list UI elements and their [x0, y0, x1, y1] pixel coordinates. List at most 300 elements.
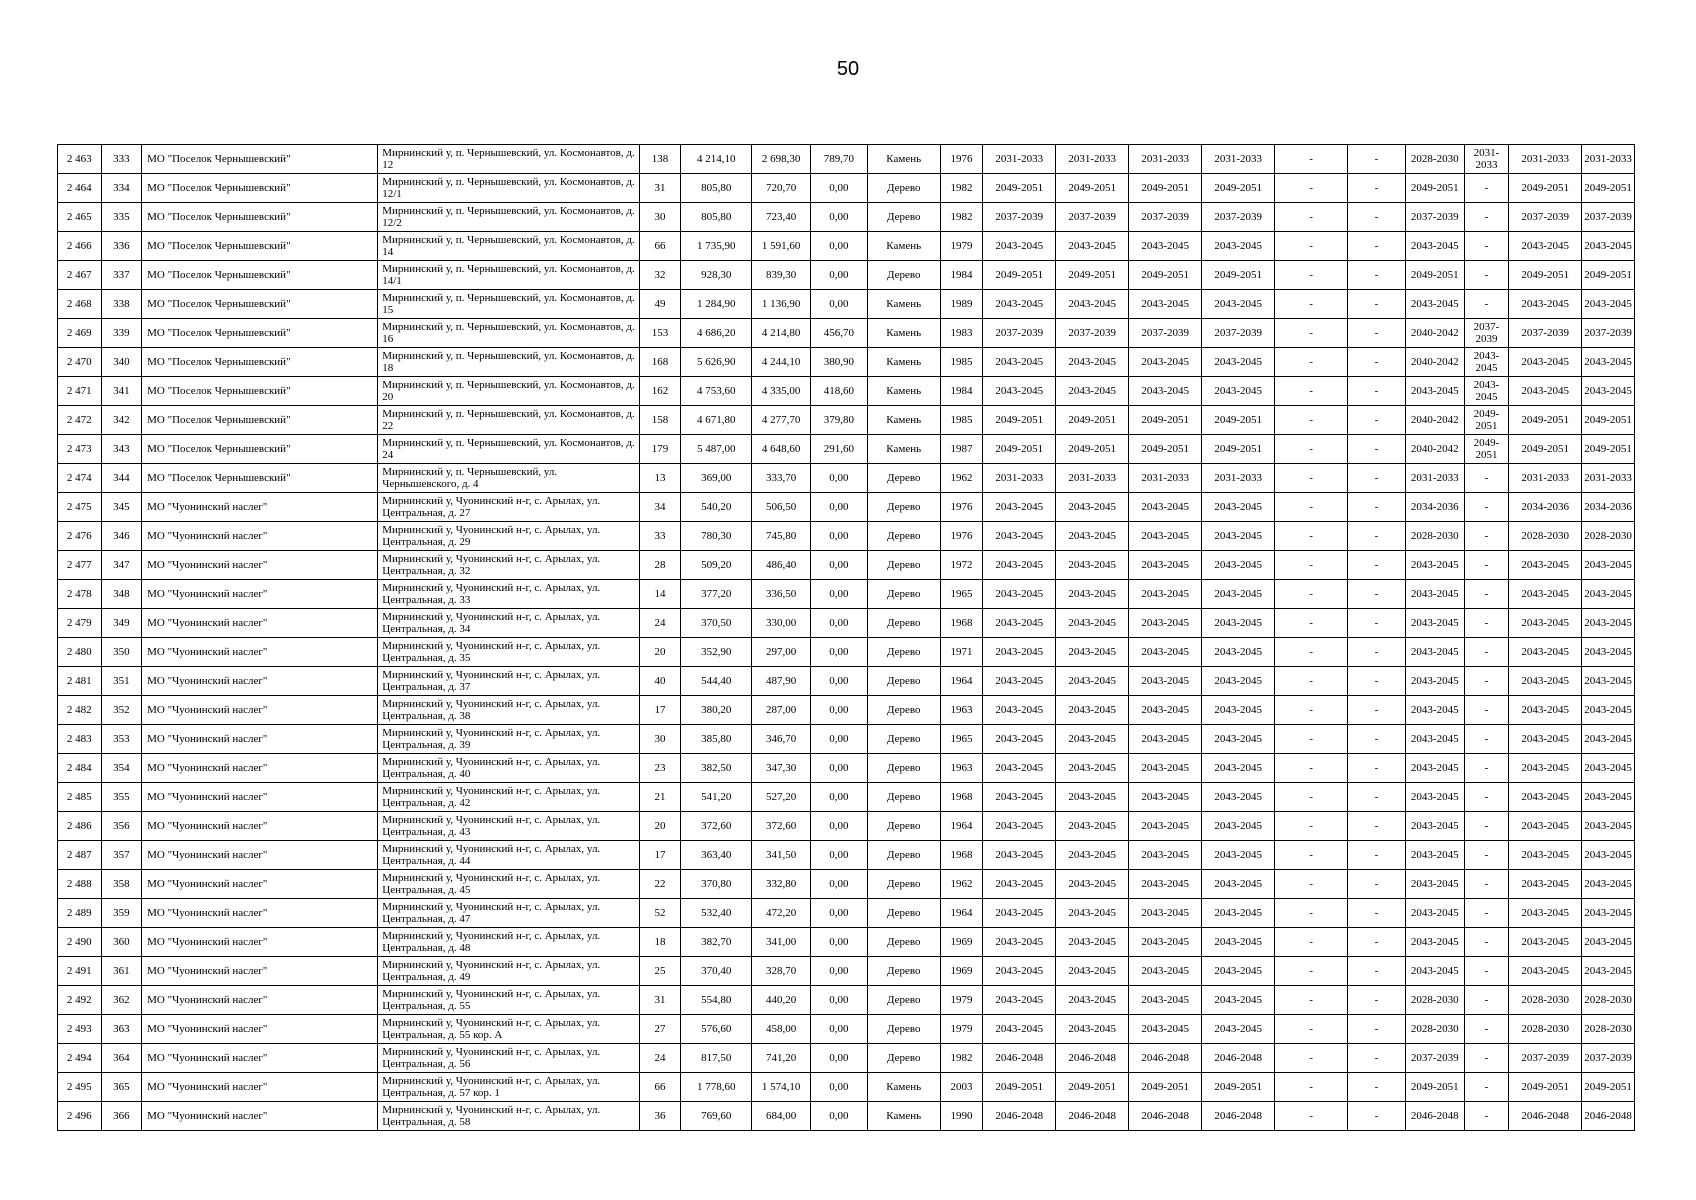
cell-period-2: 2043-2045: [1056, 377, 1129, 406]
cell-municipality: МО "Чуонинский наслег": [142, 493, 378, 522]
cell-nonliving-area: 0,00: [810, 957, 867, 986]
cell-row-index: 339: [101, 319, 142, 348]
cell-period-3: 2049-2051: [1129, 435, 1202, 464]
cell-municipality: МО "Чуонинский наслег": [142, 899, 378, 928]
table-row: [58, 928, 1635, 957]
cell-period-7: 2040-2042: [1405, 435, 1464, 464]
cell-period-9: 2043-2045: [1509, 638, 1582, 667]
cell-period-5: -: [1275, 928, 1348, 957]
cell-period-10: 2043-2045: [1582, 638, 1635, 667]
table-row: [58, 638, 1635, 667]
cell-total-index: 2 477: [58, 551, 102, 580]
cell-period-5: -: [1275, 783, 1348, 812]
cell-period-10: 2043-2045: [1582, 696, 1635, 725]
cell-wall-material: Дерево: [867, 609, 940, 638]
cell-total-index: 2 463: [58, 145, 102, 174]
cell-period-9: 2034-2036: [1509, 493, 1582, 522]
cell-period-3: 2043-2045: [1129, 928, 1202, 957]
table-row: [58, 290, 1635, 319]
cell-year-built: 1990: [940, 1102, 983, 1131]
cell-period-3: 2043-2045: [1129, 377, 1202, 406]
cell-residents: 24: [639, 1044, 681, 1073]
cell-period-4: 2049-2051: [1202, 261, 1275, 290]
cell-period-6: -: [1348, 464, 1406, 493]
cell-residents: 18: [639, 928, 681, 957]
cell-period-7: 2028-2030: [1405, 986, 1464, 1015]
cell-row-index: 358: [101, 870, 142, 899]
cell-year-built: 1984: [940, 377, 983, 406]
cell-nonliving-area: 0,00: [810, 290, 867, 319]
cell-year-built: 1987: [940, 435, 983, 464]
cell-period-9: 2028-2030: [1509, 522, 1582, 551]
cell-period-1: 2043-2045: [983, 841, 1056, 870]
cell-period-4: 2043-2045: [1202, 609, 1275, 638]
cell-period-4: 2043-2045: [1202, 957, 1275, 986]
cell-living-area: 458,00: [752, 1015, 811, 1044]
cell-period-2: 2043-2045: [1056, 899, 1129, 928]
cell-period-4: 2043-2045: [1202, 348, 1275, 377]
cell-year-built: 1971: [940, 638, 983, 667]
cell-total-area: 370,40: [681, 957, 752, 986]
cell-address: Мирнинский у, Чуонинский н-г, с. Арылах, ул. Центральная, д. 27: [378, 493, 639, 522]
cell-address: Мирнинский у, Чуонинский н-г, с. Арылах, ул. Центральная, д. 34: [378, 609, 639, 638]
cell-total-index: 2 472: [58, 406, 102, 435]
cell-year-built: 1968: [940, 841, 983, 870]
cell-wall-material: Дерево: [867, 667, 940, 696]
cell-period-6: -: [1348, 174, 1406, 203]
cell-period-8: -: [1464, 1102, 1509, 1131]
cell-total-index: 2 488: [58, 870, 102, 899]
cell-period-4: 2043-2045: [1202, 377, 1275, 406]
cell-total-area: 780,30: [681, 522, 752, 551]
cell-period-4: 2049-2051: [1202, 174, 1275, 203]
cell-total-index: 2 486: [58, 812, 102, 841]
cell-period-10: 2043-2045: [1582, 957, 1635, 986]
cell-period-3: 2043-2045: [1129, 783, 1202, 812]
cell-address: Мирнинский у, Чуонинский н-г, с. Арылах, ул. Центральная, д. 40: [378, 754, 639, 783]
cell-period-2: 2046-2048: [1056, 1044, 1129, 1073]
cell-period-4: 2049-2051: [1202, 435, 1275, 464]
cell-period-8: -: [1464, 783, 1509, 812]
cell-total-area: 5 487,00: [681, 435, 752, 464]
cell-period-6: -: [1348, 493, 1406, 522]
cell-year-built: 1962: [940, 464, 983, 493]
cell-period-3: 2043-2045: [1129, 754, 1202, 783]
cell-total-index: 2 466: [58, 232, 102, 261]
cell-period-3: 2043-2045: [1129, 609, 1202, 638]
cell-period-10: 2043-2045: [1582, 725, 1635, 754]
cell-address: Мирнинский у, Чуонинский н-г, с. Арылах, ул. Центральная, д. 42: [378, 783, 639, 812]
cell-period-9: 2043-2045: [1509, 348, 1582, 377]
cell-period-4: 2049-2051: [1202, 1073, 1275, 1102]
cell-residents: 31: [639, 174, 681, 203]
cell-row-index: 340: [101, 348, 142, 377]
cell-year-built: 1964: [940, 899, 983, 928]
cell-living-area: 745,80: [752, 522, 811, 551]
cell-period-7: 2043-2045: [1405, 667, 1464, 696]
cell-wall-material: Камень: [867, 232, 940, 261]
cell-living-area: 287,00: [752, 696, 811, 725]
cell-period-6: -: [1348, 406, 1406, 435]
cell-residents: 20: [639, 638, 681, 667]
cell-period-4: 2043-2045: [1202, 696, 1275, 725]
cell-living-area: 336,50: [752, 580, 811, 609]
cell-period-10: 2043-2045: [1582, 667, 1635, 696]
cell-period-2: 2043-2045: [1056, 522, 1129, 551]
cell-period-2: 2049-2051: [1056, 435, 1129, 464]
table-row: [58, 841, 1635, 870]
cell-period-2: 2043-2045: [1056, 580, 1129, 609]
cell-period-10: 2046-2048: [1582, 1102, 1635, 1131]
cell-total-area: 541,20: [681, 783, 752, 812]
cell-residents: 153: [639, 319, 681, 348]
cell-nonliving-area: 0,00: [810, 667, 867, 696]
cell-period-3: 2043-2045: [1129, 551, 1202, 580]
cell-period-3: 2043-2045: [1129, 580, 1202, 609]
cell-period-4: 2043-2045: [1202, 986, 1275, 1015]
cell-period-8: -: [1464, 899, 1509, 928]
cell-municipality: МО "Поселок Чернышевский": [142, 377, 378, 406]
cell-total-area: 352,90: [681, 638, 752, 667]
cell-living-area: 330,00: [752, 609, 811, 638]
cell-period-5: -: [1275, 1073, 1348, 1102]
table-row: [58, 1102, 1635, 1131]
cell-living-area: 1 574,10: [752, 1073, 811, 1102]
cell-period-7: 2043-2045: [1405, 232, 1464, 261]
cell-year-built: 1962: [940, 870, 983, 899]
cell-living-area: 1 591,60: [752, 232, 811, 261]
cell-total-area: 382,70: [681, 928, 752, 957]
cell-wall-material: Дерево: [867, 725, 940, 754]
cell-period-6: -: [1348, 783, 1406, 812]
cell-period-8: -: [1464, 203, 1509, 232]
cell-period-5: -: [1275, 232, 1348, 261]
cell-period-6: -: [1348, 145, 1406, 174]
cell-period-6: -: [1348, 1015, 1406, 1044]
cell-living-area: 341,50: [752, 841, 811, 870]
cell-year-built: 1972: [940, 551, 983, 580]
cell-period-7: 2043-2045: [1405, 580, 1464, 609]
cell-total-index: 2 487: [58, 841, 102, 870]
cell-wall-material: Дерево: [867, 580, 940, 609]
cell-period-1: 2049-2051: [983, 1073, 1056, 1102]
cell-period-9: 2031-2033: [1509, 464, 1582, 493]
cell-year-built: 1989: [940, 290, 983, 319]
cell-municipality: МО "Поселок Чернышевский": [142, 203, 378, 232]
cell-period-1: 2043-2045: [983, 638, 1056, 667]
cell-nonliving-area: 0,00: [810, 551, 867, 580]
cell-period-10: 2043-2045: [1582, 348, 1635, 377]
cell-period-7: 2043-2045: [1405, 609, 1464, 638]
cell-municipality: МО "Чуонинский наслег": [142, 1044, 378, 1073]
cell-period-9: 2043-2045: [1509, 928, 1582, 957]
cell-row-index: 351: [101, 667, 142, 696]
cell-address: Мирнинский у, п. Чернышевский, ул. Космонавтов, д. 15: [378, 290, 639, 319]
cell-period-8: 2031-2033: [1464, 145, 1509, 174]
cell-row-index: 334: [101, 174, 142, 203]
cell-nonliving-area: 0,00: [810, 1015, 867, 1044]
cell-year-built: 1982: [940, 203, 983, 232]
cell-municipality: МО "Чуонинский наслег": [142, 841, 378, 870]
cell-period-2: 2043-2045: [1056, 870, 1129, 899]
cell-address: Мирнинский у, п. Чернышевский, ул. Космонавтов, д. 24: [378, 435, 639, 464]
cell-wall-material: Дерево: [867, 986, 940, 1015]
cell-period-2: 2043-2045: [1056, 638, 1129, 667]
cell-period-3: 2043-2045: [1129, 870, 1202, 899]
cell-period-5: -: [1275, 899, 1348, 928]
cell-period-7: 2043-2045: [1405, 841, 1464, 870]
cell-address: Мирнинский у, Чуонинский н-г, с. Арылах, ул. Центральная, д. 58: [378, 1102, 639, 1131]
cell-year-built: 1964: [940, 667, 983, 696]
cell-period-7: 2037-2039: [1405, 203, 1464, 232]
cell-period-7: 2043-2045: [1405, 783, 1464, 812]
cell-wall-material: Камень: [867, 377, 940, 406]
cell-period-7: 2037-2039: [1405, 1044, 1464, 1073]
cell-nonliving-area: 0,00: [810, 725, 867, 754]
cell-period-4: 2043-2045: [1202, 725, 1275, 754]
cell-living-area: 4 244,10: [752, 348, 811, 377]
cell-period-7: 2034-2036: [1405, 493, 1464, 522]
table-row: [58, 319, 1635, 348]
cell-residents: 14: [639, 580, 681, 609]
cell-living-area: 297,00: [752, 638, 811, 667]
cell-period-10: 2028-2030: [1582, 522, 1635, 551]
cell-wall-material: Дерево: [867, 522, 940, 551]
cell-period-3: 2049-2051: [1129, 406, 1202, 435]
cell-period-1: 2043-2045: [983, 1015, 1056, 1044]
cell-period-9: 2037-2039: [1509, 319, 1582, 348]
cell-nonliving-area: 0,00: [810, 1044, 867, 1073]
cell-period-2: 2049-2051: [1056, 174, 1129, 203]
cell-total-area: 554,80: [681, 986, 752, 1015]
cell-period-2: 2037-2039: [1056, 203, 1129, 232]
cell-period-8: -: [1464, 725, 1509, 754]
cell-period-2: 2031-2033: [1056, 145, 1129, 174]
cell-period-6: -: [1348, 986, 1406, 1015]
cell-period-5: -: [1275, 203, 1348, 232]
cell-period-2: 2043-2045: [1056, 783, 1129, 812]
cell-period-10: 2043-2045: [1582, 928, 1635, 957]
cell-period-10: 2037-2039: [1582, 319, 1635, 348]
cell-period-3: 2037-2039: [1129, 319, 1202, 348]
cell-total-area: 372,60: [681, 812, 752, 841]
cell-living-area: 341,00: [752, 928, 811, 957]
cell-nonliving-area: 380,90: [810, 348, 867, 377]
cell-row-index: 363: [101, 1015, 142, 1044]
cell-period-6: -: [1348, 1102, 1406, 1131]
cell-period-1: 2049-2051: [983, 174, 1056, 203]
cell-residents: 33: [639, 522, 681, 551]
cell-period-5: -: [1275, 667, 1348, 696]
cell-period-8: -: [1464, 1044, 1509, 1073]
cell-residents: 179: [639, 435, 681, 464]
cell-total-area: 369,00: [681, 464, 752, 493]
cell-wall-material: Дерево: [867, 870, 940, 899]
cell-period-8: -: [1464, 754, 1509, 783]
cell-wall-material: Дерево: [867, 1044, 940, 1073]
cell-period-1: 2049-2051: [983, 261, 1056, 290]
cell-period-8: -: [1464, 174, 1509, 203]
cell-total-area: 377,20: [681, 580, 752, 609]
cell-row-index: 333: [101, 145, 142, 174]
cell-year-built: 1965: [940, 580, 983, 609]
cell-period-5: -: [1275, 406, 1348, 435]
cell-period-10: 2049-2051: [1582, 435, 1635, 464]
cell-residents: 24: [639, 609, 681, 638]
cell-total-area: 509,20: [681, 551, 752, 580]
cell-wall-material: Дерево: [867, 174, 940, 203]
cell-total-index: 2 495: [58, 1073, 102, 1102]
cell-period-9: 2028-2030: [1509, 1015, 1582, 1044]
cell-period-2: 2031-2033: [1056, 464, 1129, 493]
table-row: [58, 696, 1635, 725]
cell-address: Мирнинский у, Чуонинский н-г, с. Арылах, ул. Центральная, д. 43: [378, 812, 639, 841]
cell-residents: 25: [639, 957, 681, 986]
cell-wall-material: Дерево: [867, 754, 940, 783]
cell-period-8: 2043-2045: [1464, 348, 1509, 377]
cell-period-9: 2043-2045: [1509, 957, 1582, 986]
cell-municipality: МО "Чуонинский наслег": [142, 928, 378, 957]
cell-period-6: -: [1348, 522, 1406, 551]
cell-period-5: -: [1275, 870, 1348, 899]
cell-period-4: 2043-2045: [1202, 841, 1275, 870]
cell-residents: 30: [639, 203, 681, 232]
cell-living-area: 506,50: [752, 493, 811, 522]
cell-residents: 21: [639, 783, 681, 812]
table-row: [58, 957, 1635, 986]
cell-residents: 23: [639, 754, 681, 783]
cell-period-10: 2034-2036: [1582, 493, 1635, 522]
cell-living-area: 487,90: [752, 667, 811, 696]
cell-period-7: 2028-2030: [1405, 522, 1464, 551]
cell-period-5: -: [1275, 319, 1348, 348]
cell-residents: 20: [639, 812, 681, 841]
cell-address: Мирнинский у, п. Чернышевский, ул. Космонавтов, д. 12/2: [378, 203, 639, 232]
cell-period-4: 2043-2045: [1202, 754, 1275, 783]
cell-year-built: 1979: [940, 986, 983, 1015]
cell-residents: 158: [639, 406, 681, 435]
cell-total-area: 4 686,20: [681, 319, 752, 348]
cell-nonliving-area: 0,00: [810, 261, 867, 290]
cell-wall-material: Камень: [867, 290, 940, 319]
cell-municipality: МО "Чуонинский наслег": [142, 609, 378, 638]
cell-period-1: 2037-2039: [983, 319, 1056, 348]
cell-wall-material: Дерево: [867, 841, 940, 870]
cell-period-6: -: [1348, 812, 1406, 841]
cell-municipality: МО "Поселок Чернышевский": [142, 406, 378, 435]
cell-row-index: 349: [101, 609, 142, 638]
cell-period-8: -: [1464, 841, 1509, 870]
cell-municipality: МО "Чуонинский наслег": [142, 1073, 378, 1102]
cell-period-3: 2043-2045: [1129, 957, 1202, 986]
cell-period-1: 2037-2039: [983, 203, 1056, 232]
cell-wall-material: Дерево: [867, 551, 940, 580]
table-row: [58, 754, 1635, 783]
cell-period-9: 2043-2045: [1509, 290, 1582, 319]
cell-residents: 32: [639, 261, 681, 290]
table-row: [58, 377, 1635, 406]
cell-period-8: -: [1464, 522, 1509, 551]
cell-period-6: -: [1348, 899, 1406, 928]
cell-period-1: 2043-2045: [983, 232, 1056, 261]
cell-period-7: 2043-2045: [1405, 696, 1464, 725]
cell-residents: 28: [639, 551, 681, 580]
cell-period-2: 2043-2045: [1056, 290, 1129, 319]
cell-period-5: -: [1275, 377, 1348, 406]
cell-wall-material: Дерево: [867, 638, 940, 667]
cell-period-8: -: [1464, 232, 1509, 261]
cell-period-3: 2043-2045: [1129, 696, 1202, 725]
cell-residents: 138: [639, 145, 681, 174]
cell-row-index: 345: [101, 493, 142, 522]
cell-year-built: 1979: [940, 1015, 983, 1044]
cell-period-10: 2043-2045: [1582, 783, 1635, 812]
cell-period-4: 2043-2045: [1202, 1015, 1275, 1044]
cell-nonliving-area: 0,00: [810, 986, 867, 1015]
table-row: [58, 261, 1635, 290]
cell-wall-material: Дерево: [867, 812, 940, 841]
cell-wall-material: Дерево: [867, 696, 940, 725]
cell-row-index: 350: [101, 638, 142, 667]
cell-period-2: 2043-2045: [1056, 957, 1129, 986]
cell-period-4: 2037-2039: [1202, 203, 1275, 232]
cell-period-6: -: [1348, 696, 1406, 725]
cell-period-4: 2046-2048: [1202, 1044, 1275, 1073]
cell-residents: 13: [639, 464, 681, 493]
cell-living-area: 472,20: [752, 899, 811, 928]
table-row: [58, 406, 1635, 435]
cell-period-10: 2028-2030: [1582, 1015, 1635, 1044]
cell-living-area: 839,30: [752, 261, 811, 290]
cell-period-5: -: [1275, 696, 1348, 725]
cell-address: Мирнинский у, Чуонинский н-г, с. Арылах, ул. Центральная, д. 56: [378, 1044, 639, 1073]
cell-municipality: МО "Чуонинский наслег": [142, 667, 378, 696]
cell-period-10: 2049-2051: [1582, 1073, 1635, 1102]
cell-period-9: 2037-2039: [1509, 203, 1582, 232]
cell-period-4: 2037-2039: [1202, 319, 1275, 348]
cell-period-10: 2049-2051: [1582, 261, 1635, 290]
table-row: [58, 986, 1635, 1015]
cell-row-index: 342: [101, 406, 142, 435]
cell-period-2: 2043-2045: [1056, 725, 1129, 754]
cell-period-7: 2043-2045: [1405, 725, 1464, 754]
cell-nonliving-area: 0,00: [810, 493, 867, 522]
cell-total-area: 769,60: [681, 1102, 752, 1131]
cell-period-2: 2037-2039: [1056, 319, 1129, 348]
cell-period-5: -: [1275, 609, 1348, 638]
cell-address: Мирнинский у, Чуонинский н-г, с. Арылах, ул. Центральная, д. 57 кор. 1: [378, 1073, 639, 1102]
cell-wall-material: Дерево: [867, 783, 940, 812]
cell-year-built: 1982: [940, 174, 983, 203]
cell-period-7: 2043-2045: [1405, 928, 1464, 957]
cell-period-10: 2043-2045: [1582, 841, 1635, 870]
cell-year-built: 1984: [940, 261, 983, 290]
cell-total-index: 2 492: [58, 986, 102, 1015]
cell-total-area: 370,50: [681, 609, 752, 638]
cell-period-2: 2043-2045: [1056, 928, 1129, 957]
cell-living-area: 4 648,60: [752, 435, 811, 464]
cell-total-index: 2 469: [58, 319, 102, 348]
cell-period-8: -: [1464, 928, 1509, 957]
cell-address: Мирнинский у, Чуонинский н-г, с. Арылах, ул. Центральная, д. 29: [378, 522, 639, 551]
cell-period-3: 2043-2045: [1129, 725, 1202, 754]
cell-period-5: -: [1275, 812, 1348, 841]
cell-total-area: 532,40: [681, 899, 752, 928]
cell-living-area: 346,70: [752, 725, 811, 754]
cell-municipality: МО "Чуонинский наслег": [142, 638, 378, 667]
cell-nonliving-area: 0,00: [810, 638, 867, 667]
cell-total-index: 2 475: [58, 493, 102, 522]
